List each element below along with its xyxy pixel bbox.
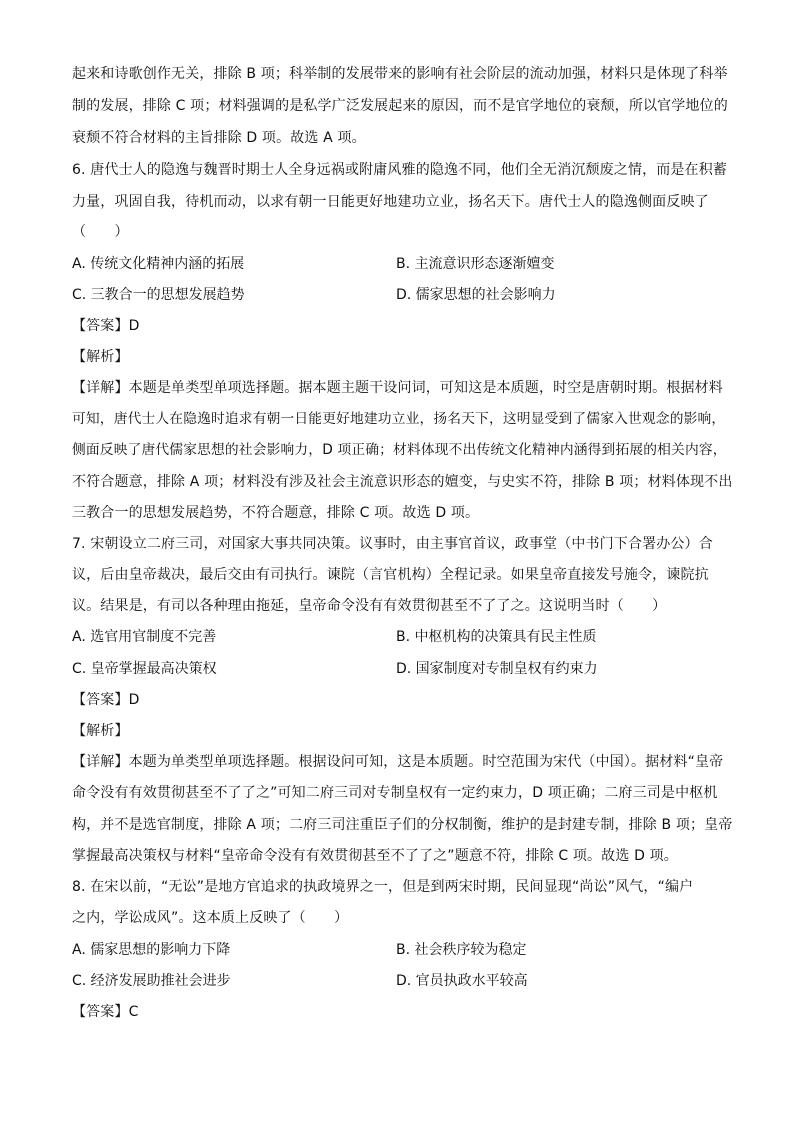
q6-detail: 【详解】本题是单类型单项选择题。据本题主题干设问词，可知这是本质题，时空是唐朝时期。根据材料 (72, 380, 723, 396)
q6-detail: 不符合题意，排除 A 项；材料没有涉及社会主流意识形态的嬗变，与史实不符，排除 B 项；材料体现不出 (72, 474, 733, 490)
q8-option-a: A. 儒家思想的影响力下降 (72, 942, 231, 958)
q6-analysis-label: 【解析】 (72, 349, 129, 365)
q6-option-c: C. 三教合一的思想发展趋势 (72, 287, 245, 303)
q6-detail: 可知，唐代士人在隐逸时追求有朝一日能更好地建功立业，扬名天下，这明显受到了儒家入世观念的影响， (72, 411, 726, 427)
text-line: 衰颓不符合材料的主旨排除 D 项。故选 A 项。 (72, 130, 366, 146)
q8-option-d: D. 官员执政水平较高 (396, 973, 528, 989)
q6-detail: 侧面反映了唐代儒家思想的社会影响力，D 项正确；材料体现不出传统文化精神内涵得到拓展的相关内容， (72, 442, 727, 458)
question-6-stem: 6. 唐代士人的隐逸与魏晋时期士人全身远祸或附庸风雅的隐逸不同，他们全无消沉颓废之情，而是在积蓄 (72, 162, 728, 178)
q7-detail: 掌握最高决策权与材料“皇帝命令没有有效贯彻甚至不了了之”题意不符，排除 C 项。故选 D 项。 (72, 848, 678, 864)
q6-detail: 三教合一的思想发展趋势，不符合题意，排除 C 项。故选 D 项。 (72, 505, 480, 521)
question-6-stem: 力量，巩固自我，待机而动，以求有朝一日能更好地建功立业，扬名天下。唐代士人的隐逸侧面反映了 (72, 194, 709, 210)
q6-answer: 【答案】D (72, 318, 140, 334)
q6-option-a: A. 传统文化精神内涵的拓展 (72, 256, 245, 272)
question-8-stem: 之内，学讼成风”。这本质上反映了（ ） (72, 910, 349, 926)
question-6-stem: （ ） (72, 224, 129, 240)
q8-answer: 【答案】C (72, 1004, 139, 1020)
q7-detail: 命令没有有效贯彻甚至不了了之”可知二府三司对专制皇权有一定约束力，D 项正确；二府三司是中枢机 (72, 785, 718, 801)
question-7-stem: 议，后由皇帝裁决，最后交由有司执行。谏院（言官机构）全程记录。如果皇帝直接发号施令，谏院抗 (72, 567, 709, 583)
q6-option-b: B. 主流意识形态逐渐嬗变 (396, 256, 555, 272)
question-7-stem: 议。结果是，有司以各种理由拖延，皇帝命令没有有效贯彻甚至不了了之。这说明当时（ ） (72, 598, 667, 614)
q7-option-c: C. 皇帝掌握最高决策权 (72, 661, 217, 677)
q7-analysis-label: 【解析】 (72, 723, 129, 739)
question-7-stem: 7. 宋朝设立二府三司，对国家大事共同决策。议事时，由主事官首议，政事堂（中书门下合署办公）合 (72, 536, 713, 552)
q7-detail: 【详解】本题为单类型单项选择题。根据设问可知，这是本质题。时空范围为宋代（中国）。据材料“皇帝 (72, 754, 724, 770)
q8-option-c: C. 经济发展助推社会进步 (72, 973, 231, 989)
q7-detail: 构，并不是选官制度，排除 A 项；二府三司注重臣子们的分权制衡，维护的是封建专制，排除 B 项；皇帝 (72, 817, 733, 833)
q7-option-a: A. 选官用官制度不完善 (72, 629, 217, 645)
q7-answer: 【答案】D (72, 692, 140, 708)
question-8-stem: 8. 在宋以前，“无讼”是地方官追求的执政境界之一，但是到两宋时期，民间显现“尚讼”风气，“编户 (72, 879, 694, 895)
q7-option-b: B. 中枢机构的决策具有民主性质 (396, 629, 597, 645)
q6-option-d: D. 儒家思想的社会影响力 (396, 287, 556, 303)
q8-option-b: B. 社会秩序较为稳定 (396, 942, 527, 958)
text-line: 起来和诗歌创作无关，排除 B 项；科举制的发展带来的影响有社会阶层的流动加强，材料只是体现了科举 (72, 66, 728, 82)
q7-option-d: D. 国家制度对专制皇权有约束力 (396, 661, 598, 677)
text-line: 制的发展，排除 C 项；材料强调的是私学广泛发展起来的原因，而不是官学地位的衰颓，所以官学地位的 (72, 98, 728, 114)
